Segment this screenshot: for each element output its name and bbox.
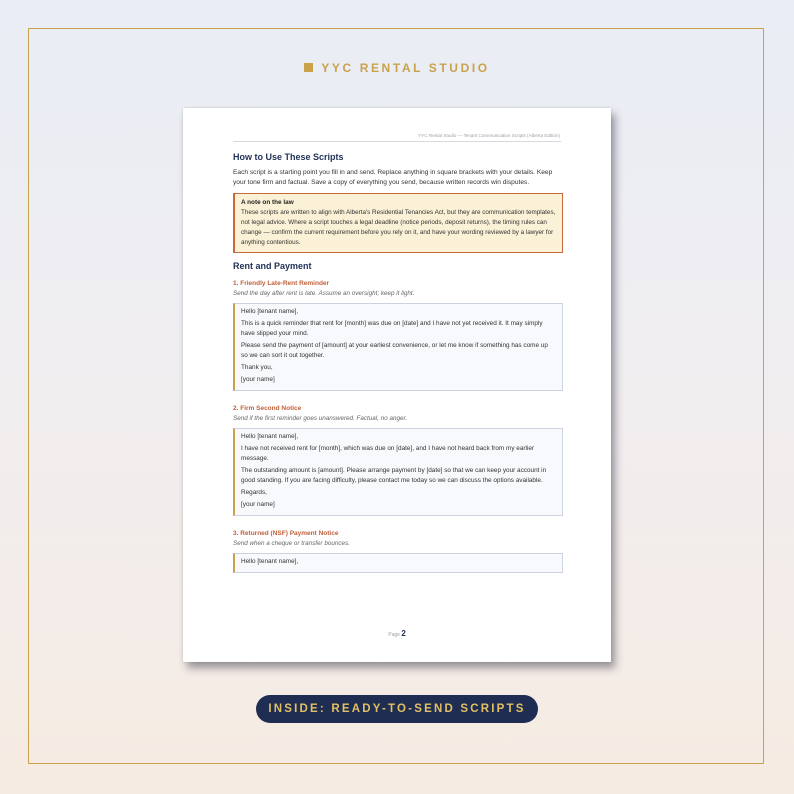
script-line: Hello [tenant name], [241, 558, 299, 565]
legal-note-body: These scripts are written to align with Alberta's Residential Tenancies Act, but they are communication templates, not legal advice. Where a script touches a legal deadline (notice periods, deposit returns), the timing rules can change — confirm the current requirement before you rely on it, and have your wording reviewed by a lawyer for anything contentious. [241, 209, 556, 246]
script-1-box [233, 303, 563, 391]
script-2-box [233, 428, 563, 516]
script-line: Hello [tenant name], [241, 433, 299, 440]
script-2-title: 2. Firm Second Notice [233, 405, 302, 412]
script-3-title: 3. Returned (NSF) Payment Notice [233, 530, 339, 537]
script-line: Hello [tenant name], [241, 308, 299, 315]
brand-header [0, 61, 794, 75]
inside-badge: INSIDE: READY-TO-SEND SCRIPTS [256, 695, 538, 723]
section-title: Rent and Payment [233, 261, 312, 271]
script-line: Please send the payment of [amount] at your earliest convenience, or let me know if something has come up so we can sort it out together. [241, 342, 548, 359]
page-footer [183, 629, 611, 638]
page-label: Page [388, 632, 400, 638]
legal-note-box [233, 193, 563, 253]
script-2-subtitle: Send if the first reminder goes unanswered. Factual, no anger. [233, 415, 408, 422]
script-3-subtitle: Send when a cheque or transfer bounces. [233, 540, 350, 547]
header-rule [233, 141, 561, 142]
script-line: [your name] [241, 501, 275, 508]
document-page [183, 108, 611, 662]
running-header: YYC Rental Studio — Tenant Communication Scripts (Alberta Edition) [418, 133, 560, 138]
how-to-body: Each script is a starting point you fill in and send. Replace anything in square brackets with your details. Keep your tone firm and factual. Save a copy of everything you send, because written records win disputes. [233, 169, 553, 186]
legal-note-title: A note on the law [241, 199, 294, 206]
script-line: Regards, [241, 489, 267, 496]
script-line: Thank you, [241, 364, 273, 371]
page-content [233, 152, 563, 573]
brand-square-icon [304, 63, 313, 72]
script-line: I have not received rent for [month], which was due on [date], and I have not heard back from my earlier message. [241, 445, 535, 462]
script-line: This is a quick reminder that rent for [month] was due on [date] and I have not yet received it. It may simply have slipped your mind. [241, 320, 543, 337]
script-1-subtitle: Send the day after rent is late. Assume an oversight; keep it light. [233, 290, 415, 297]
page-number: 2 [401, 629, 406, 638]
script-1-title: 1. Friendly Late-Rent Reminder [233, 280, 330, 287]
brand-name: YYC RENTAL STUDIO [321, 61, 490, 75]
script-line: [your name] [241, 376, 275, 383]
script-3-box [233, 553, 563, 573]
script-line: The outstanding amount is [amount]. Please arrange payment by [date] so that we can keep your account in good standing. If you are facing difficulty, please contact me today so we can discuss the options available. [241, 467, 547, 484]
how-to-title: How to Use These Scripts [233, 152, 344, 162]
